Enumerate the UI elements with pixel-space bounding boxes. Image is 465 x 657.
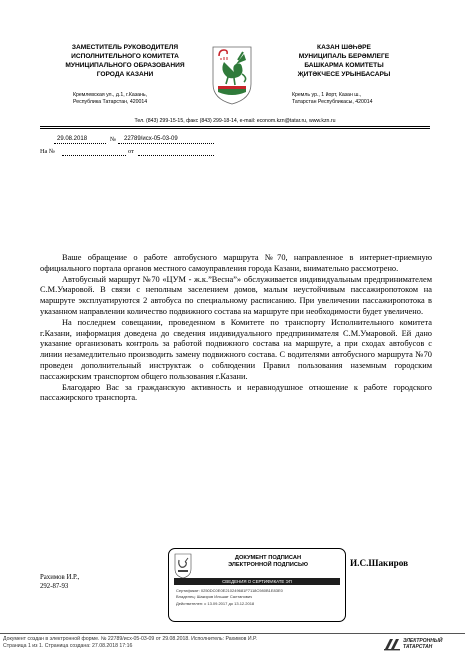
logo-mark-icon xyxy=(383,637,401,651)
executor-name: Рахимов И.Р., xyxy=(40,574,80,581)
reg-number-underline xyxy=(118,143,214,144)
address-left-line: Республика Татарстан, 420014 xyxy=(73,99,148,105)
stamp-title xyxy=(195,555,341,570)
header-right-line: МУНИЦИПАЛЬ БЕРӘМЛЕГЕ xyxy=(298,53,390,60)
executor-phone: 292-87-93 xyxy=(40,583,69,590)
body-paragraph: Ваше обращение о работе автобусного маршрута №70, направленное в интернет-приемную официального портала органов местного самоуправления города Казани, внимательно рассмотрено. xyxy=(40,253,432,273)
footer-line: Документ создан в электронной форме. № 22789/исх-05-03-09 от 29.08.2018. Исполнитель: Рахимов И.Р. xyxy=(3,636,257,642)
certificate-details xyxy=(176,588,283,607)
electronic-tatarstan-logo xyxy=(383,636,463,652)
reg-number: 22789/исх-05-03-09 xyxy=(124,136,178,142)
certificate-row: Владелец: Шакиров Ильшат Салтанович xyxy=(176,594,253,600)
header-rule xyxy=(40,126,430,127)
address-right-line: Кремль ур., 1 йорт, Казан ш., xyxy=(292,92,362,98)
footer-line: Страница 1 из 1. Страница создана: 27.08.2018 17:16 xyxy=(3,643,133,649)
reg-date: 29.08.2018 xyxy=(57,136,88,142)
stamp-title-line: ДОКУМЕНТ ПОДПИСАН xyxy=(234,555,302,561)
logo-text-line: ТАТАРСТАН xyxy=(403,644,433,650)
address-right-line: Татарстан Республикасы, 420014 xyxy=(292,99,373,105)
stamp-emblem-icon xyxy=(174,553,192,579)
signer-name: И.С.Шакиров xyxy=(350,558,409,568)
certificate-row: Действителен: с 13.09.2017 до 13.12.2018 xyxy=(176,600,255,606)
contacts-line: Тел. (843) 299-15-15, факс (843) 299-18-14, e-mail: econom.kzn@tatar.ru, www.kzn.ru xyxy=(134,118,336,124)
header-rule-thin xyxy=(40,128,430,129)
executor-block xyxy=(40,573,79,591)
footer-divider xyxy=(0,633,465,634)
address-right xyxy=(292,92,412,106)
header-right-line: БАШКАРМА КОМИТЕТЫ xyxy=(304,62,384,69)
header-right-title xyxy=(264,43,424,79)
header-right-line: ҖИТӘКЧЕСЕ УРЫНБАСАРЫ xyxy=(297,71,391,78)
header-left-title xyxy=(45,43,205,79)
ot-label: от xyxy=(128,148,134,155)
na-underline xyxy=(62,155,126,156)
body-paragraph: Автобусный маршрут №70 «ЦУМ - ж.к.”Весна”» обслуживается индивидуальным предпринимателем С.М.Умаровой. В связи с неполным заселением домов, малым неустойчивым пассажиропотоком на маршруте эксплуатируются 2 автобуса по специальному расписанию. При увеличении пассажиропотока в указанном направлении количество подвижного состава на маршруте при необходимости будет увеличено. xyxy=(40,274,432,316)
logo-text-line: ЭЛЕКТРОННЫЙ xyxy=(403,638,443,644)
letter-body xyxy=(40,253,432,404)
header-left-line: ГОРОДА КАЗАНИ xyxy=(96,71,154,78)
header-left-line: ЗАМЕСТИТЕЛЬ РУКОВОДИТЕЛЯ xyxy=(71,44,179,51)
header-right-line: КАЗАН ШӘҺӘРЕ xyxy=(317,44,371,51)
na-label: На № xyxy=(40,148,55,155)
address-left-line: Кремлевская ул., д.1, г.Казань, xyxy=(73,92,147,98)
body-paragraph: На последнем совещании, проведенном в Комитете по транспорту Исполнительного комитета г.Казани, информация доведена до сведения индивидуального предпринимателя С.М.Умаровой. Ей дано указание организовать контроль за работой подвижного состава на маршруте, а при сходах автобусов с линии незамедлительно производить замену подвижного состава. С водителями автобусного маршрута №70 проведен дополнительный инструктаж о соблюдении Правил пользования наземным городским пассажирским транспортом общего пользования г.Казани. xyxy=(40,317,432,381)
reg-no-mark: № xyxy=(110,136,117,143)
ot-underline xyxy=(138,155,214,156)
body-paragraph: Благодарю Вас за гражданскую активность и неравнодушное отношение к работе городского пассажирского транспорта. xyxy=(40,382,432,403)
stamp-title-line: ЭЛЕКТРОННОЙ ПОДПИСЬЮ xyxy=(228,562,308,569)
e-signature-stamp xyxy=(168,548,346,622)
kazan-emblem-icon xyxy=(210,44,254,106)
header-left-line: ИСПОЛНИТЕЛЬНОГО КОМИТЕТА xyxy=(71,53,179,60)
header-left-line: МУНИЦИПАЛЬНОГО ОБРАЗОВАНИЯ xyxy=(65,62,185,69)
certificate-bar: СВЕДЕНИЯ О СЕРТИФИКАТЕ ЭП xyxy=(174,578,340,585)
logo-text xyxy=(403,638,442,650)
footer-info xyxy=(3,636,257,650)
reg-date-underline xyxy=(54,143,106,144)
address-left xyxy=(73,92,183,106)
certificate-row: Сертификат: 0250DC0E0E210249681F7118C980B1E83E0 xyxy=(176,588,283,593)
